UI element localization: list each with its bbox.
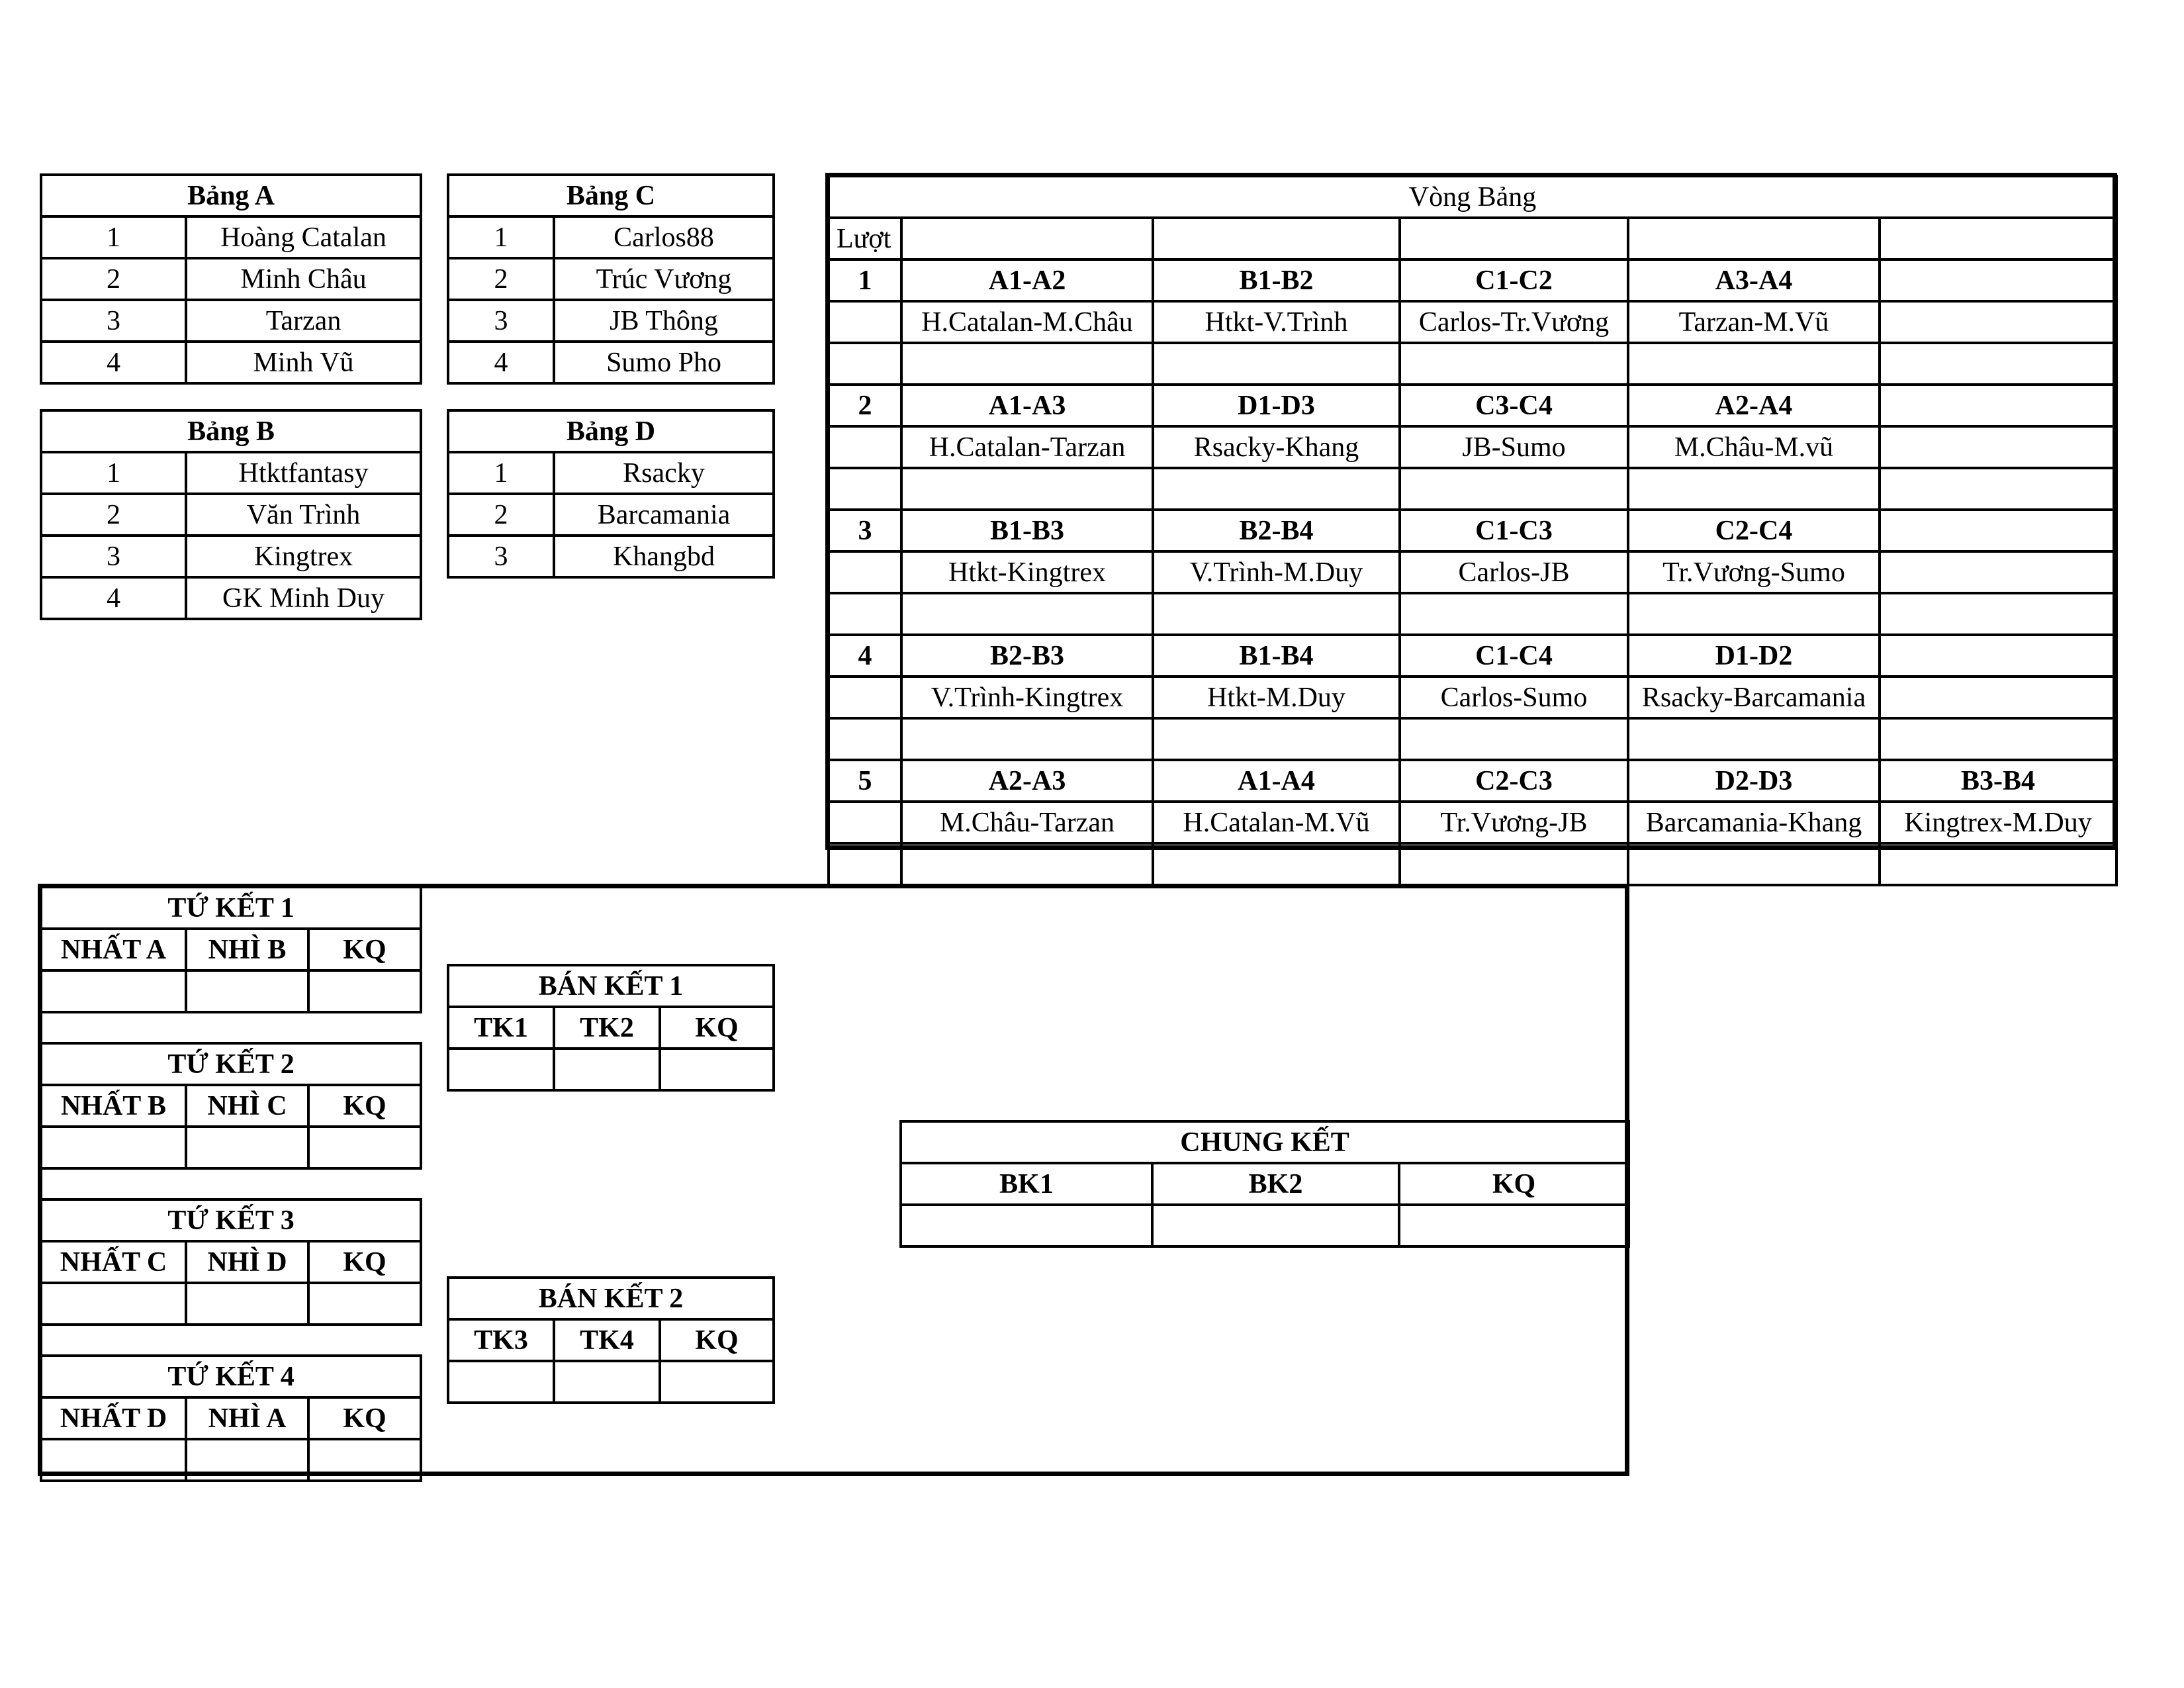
group-table-d	[447, 409, 775, 579]
table-row: 1 A1-A2 B1-B2 C1-C2 A3-A4	[829, 259, 2116, 301]
round-label: Lượt	[829, 218, 901, 259]
table-row: H.Catalan-M.Châu Htkt-V.Trình Carlos-Tr.Vương Tarzan-M.Vũ	[829, 301, 2116, 343]
table-row: V.Trình-Kingtrex Htkt-M.Duy Carlos-Sumo Rsacky-Barcamania	[829, 677, 2116, 718]
table-row: 3 Tarzan	[41, 300, 421, 342]
schedule-title: Vòng Bảng	[829, 176, 2116, 218]
sf-title: BÁN KẾT 1	[448, 965, 774, 1007]
round-number: 5	[829, 760, 901, 802]
table-row	[829, 593, 2116, 635]
group-table-a	[40, 173, 422, 385]
table-row: 2 Barcamania	[448, 494, 774, 536]
round-number: 2	[829, 385, 901, 426]
table-row	[829, 343, 2116, 385]
sf-title: BÁN KẾT 2	[448, 1278, 774, 1319]
table-row: NHẤT D NHÌ A KQ	[41, 1397, 421, 1439]
group-title: Bảng C	[448, 175, 774, 216]
table-row: BK1 BK2 KQ	[901, 1163, 1629, 1205]
table-row	[448, 1049, 774, 1090]
schedule-table	[827, 175, 2118, 886]
table-row	[901, 1205, 1629, 1246]
quarterfinal-4	[40, 1354, 422, 1482]
table-row: 1 Carlos88	[448, 216, 774, 258]
semifinal-1	[447, 964, 775, 1092]
group-title: Bảng D	[448, 410, 774, 452]
table-row: 4 Sumo Pho	[448, 342, 774, 383]
quarterfinal-1	[40, 886, 422, 1013]
qf-title: TỨ KẾT 2	[41, 1043, 421, 1085]
table-row: 1 Rsacky	[448, 452, 774, 494]
table-row: TK3 TK4 KQ	[448, 1319, 774, 1361]
table-row: H.Catalan-Tarzan Rsacky-Khang JB-Sumo M.Châu-M.vũ	[829, 426, 2116, 468]
group-title: Bảng A	[41, 175, 421, 216]
table-row: 2 Trúc Vương	[448, 258, 774, 300]
round-number: 4	[829, 635, 901, 677]
table-row: 2 Văn Trình	[41, 494, 421, 536]
table-row: 3 Kingtrex	[41, 536, 421, 577]
table-row	[829, 718, 2116, 760]
table-row: NHẤT B NHÌ C KQ	[41, 1085, 421, 1127]
qf-title: TỨ KẾT 3	[41, 1199, 421, 1241]
table-row: 3 B1-B3 B2-B4 C1-C3 C2-C4	[829, 510, 2116, 551]
table-row: NHẤT C NHÌ D KQ	[41, 1241, 421, 1283]
table-row	[829, 218, 2116, 259]
table-row: 4 B2-B3 B1-B4 C1-C4 D1-D2	[829, 635, 2116, 677]
semifinal-2	[447, 1276, 775, 1404]
table-row: NHẤT A NHÌ B KQ	[41, 929, 421, 970]
quarterfinal-3	[40, 1198, 422, 1326]
table-row: 2 Minh Châu	[41, 258, 421, 300]
table-row	[41, 970, 421, 1012]
table-row: 2 A1-A3 D1-D3 C3-C4 A2-A4	[829, 385, 2116, 426]
table-row: 1 Htktfantasy	[41, 452, 421, 494]
group-table-c	[447, 173, 775, 385]
round-number: 3	[829, 510, 901, 551]
table-row: 4 GK Minh Duy	[41, 577, 421, 619]
table-row	[829, 468, 2116, 510]
table-row: 1 Hoàng Catalan	[41, 216, 421, 258]
table-row: M.Châu-Tarzan H.Catalan-M.Vũ Tr.Vương-JB Barcamania-Khang Kingtrex-M.Duy	[829, 802, 2116, 843]
table-row: Htkt-Kingtrex V.Trình-M.Duy Carlos-JB Tr.Vương-Sumo	[829, 551, 2116, 593]
table-row: TK1 TK2 KQ	[448, 1007, 774, 1049]
table-row	[41, 1283, 421, 1325]
group-table-b	[40, 409, 422, 620]
table-row	[829, 843, 2116, 885]
table-row	[41, 1439, 421, 1481]
final-table	[899, 1120, 1630, 1248]
quarterfinal-2	[40, 1042, 422, 1170]
table-row: 4 Minh Vũ	[41, 342, 421, 383]
table-row	[448, 1361, 774, 1403]
table-row: 5 A2-A3 A1-A4 C2-C3 D2-D3 B3-B4	[829, 760, 2116, 802]
qf-title: TỨ KẾT 1	[41, 887, 421, 929]
qf-title: TỨ KẾT 4	[41, 1356, 421, 1397]
table-row: 3 JB Thông	[448, 300, 774, 342]
table-row	[41, 1127, 421, 1168]
group-title: Bảng B	[41, 410, 421, 452]
table-row: 3 Khangbd	[448, 536, 774, 577]
round-number: 1	[829, 259, 901, 301]
final-title: CHUNG KẾT	[901, 1121, 1629, 1163]
